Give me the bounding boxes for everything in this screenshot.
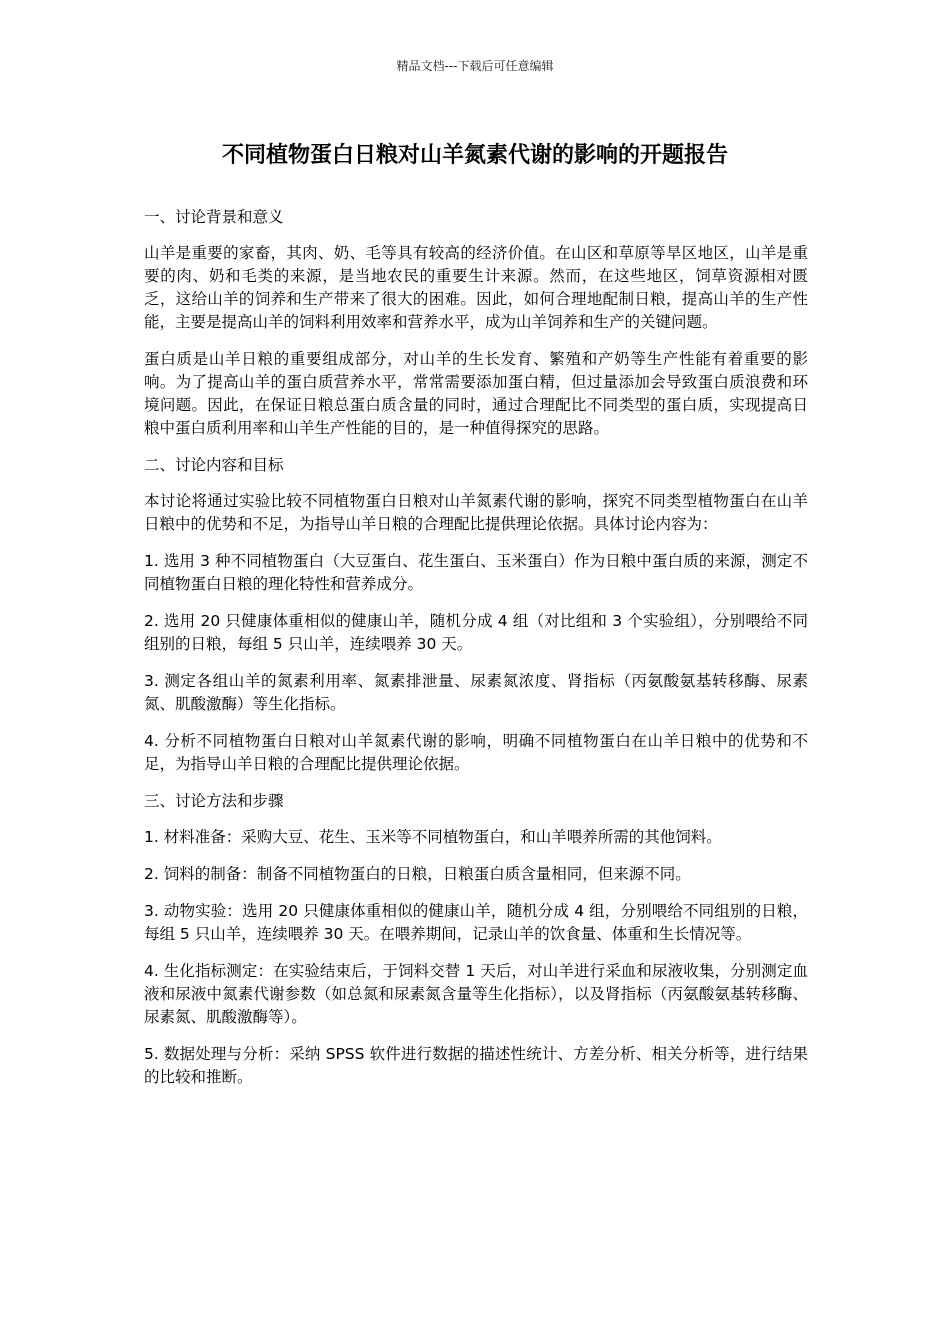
content-item-4: 4. 分析不同植物蛋白日粮对山羊氮素代谢的影响，明确不同植物蛋白在山羊日粮中的优势和不足，为指导山羊日粮的合理配比提供理论依据。	[144, 732, 808, 773]
method-step-3: 3. 动物实验：选用 20 只健康体重相似的健康山羊，随机分成 4 组，分别喂给不同组别的日粮，每组 5 只山羊，连续喂养 30 天。在喂养期间，记录山羊的饮食量、体重和生长情况等。	[144, 902, 808, 943]
section-heading-content-goals: 二、讨论内容和目标	[144, 456, 284, 474]
content-item-1: 1. 选用 3 种不同植物蛋白（大豆蛋白、花生蛋白、玉米蛋白）作为日粮中蛋白质的来源，测定不同植物蛋白日粮的理化特性和营养成分。	[144, 552, 808, 593]
page-header: 精品文档---下载后可任意编辑	[396, 59, 554, 73]
method-step-1: 1. 材料准备：采购大豆、花生、玉米等不同植物蛋白，和山羊喂养所需的其他饲料。	[144, 828, 722, 846]
section-heading-background: 一、讨论背景和意义	[144, 208, 284, 226]
content-item-2: 2. 选用 20 只健康体重相似的健康山羊，随机分成 4 组（对比组和 3 个实验组），分别喂给不同组别的日粮，每组 5 只山羊，连续喂养 30 天。	[144, 612, 808, 653]
section-heading-methods: 三、讨论方法和步骤	[144, 792, 284, 810]
document-body	[144, 206, 808, 1103]
method-step-4: 4. 生化指标测定：在实验结束后，于饲料交替 1 天后，对山羊进行采血和尿液收集，分别测定血液和尿液中氮素代谢参数（如总氮和尿素氮含量等生化指标），以及肾指标（丙氨酸氨基转移酶、尿素氮、肌酸激酶等）。	[144, 962, 808, 1026]
method-step-5: 5. 数据处理与分析：采纳 SPSS 软件进行数据的描述性统计、方差分析、相关分析等，进行结果的比较和推断。	[144, 1045, 808, 1086]
paragraph-content-intro: 本讨论将通过实验比较不同植物蛋白日粮对山羊氮素代谢的影响，探究不同类型植物蛋白在山羊日粮中的优势和不足，为指导山羊日粮的合理配比提供理论依据。具体讨论内容为：	[144, 492, 808, 533]
method-step-2: 2. 饲料的制备：制备不同植物蛋白的日粮，日粮蛋白质含量相同，但来源不同。	[144, 865, 691, 883]
paragraph-background-1: 山羊是重要的家畜，其肉、奶、毛等具有较高的经济价值。在山区和草原等旱区地区，山羊是重要的肉、奶和毛类的来源，是当地农民的重要生计来源。然而，在这些地区，饲草资源相对匮乏，这给山羊的饲养和生产带来了很大的困难。因此，如何合理地配制日粮，提高山羊的生产性能，主要是提高山羊的饲料利用效率和营养水平，成为山羊饲养和生产的关键问题。	[144, 244, 808, 331]
document-title: 不同植物蛋白日粮对山羊氮素代谢的影响的开题报告	[221, 143, 728, 168]
content-item-3: 3. 测定各组山羊的氮素利用率、氮素排泄量、尿素氮浓度、肾指标（丙氨酸氨基转移酶、尿素氮、肌酸激酶）等生化指标。	[144, 672, 808, 713]
paragraph-background-2: 蛋白质是山羊日粮的重要组成部分，对山羊的生长发育、繁殖和产奶等生产性能有着重要的影响。为了提高山羊的蛋白质营养水平，常常需要添加蛋白精，但过量添加会导致蛋白质浪费和环境问题。因此，在保证日粮总蛋白质含量的同时，通过合理配比不同类型的蛋白质，实现提高日粮中蛋白质利用率和山羊生产性能的目的，是一种值得探究的思路。	[144, 350, 808, 437]
